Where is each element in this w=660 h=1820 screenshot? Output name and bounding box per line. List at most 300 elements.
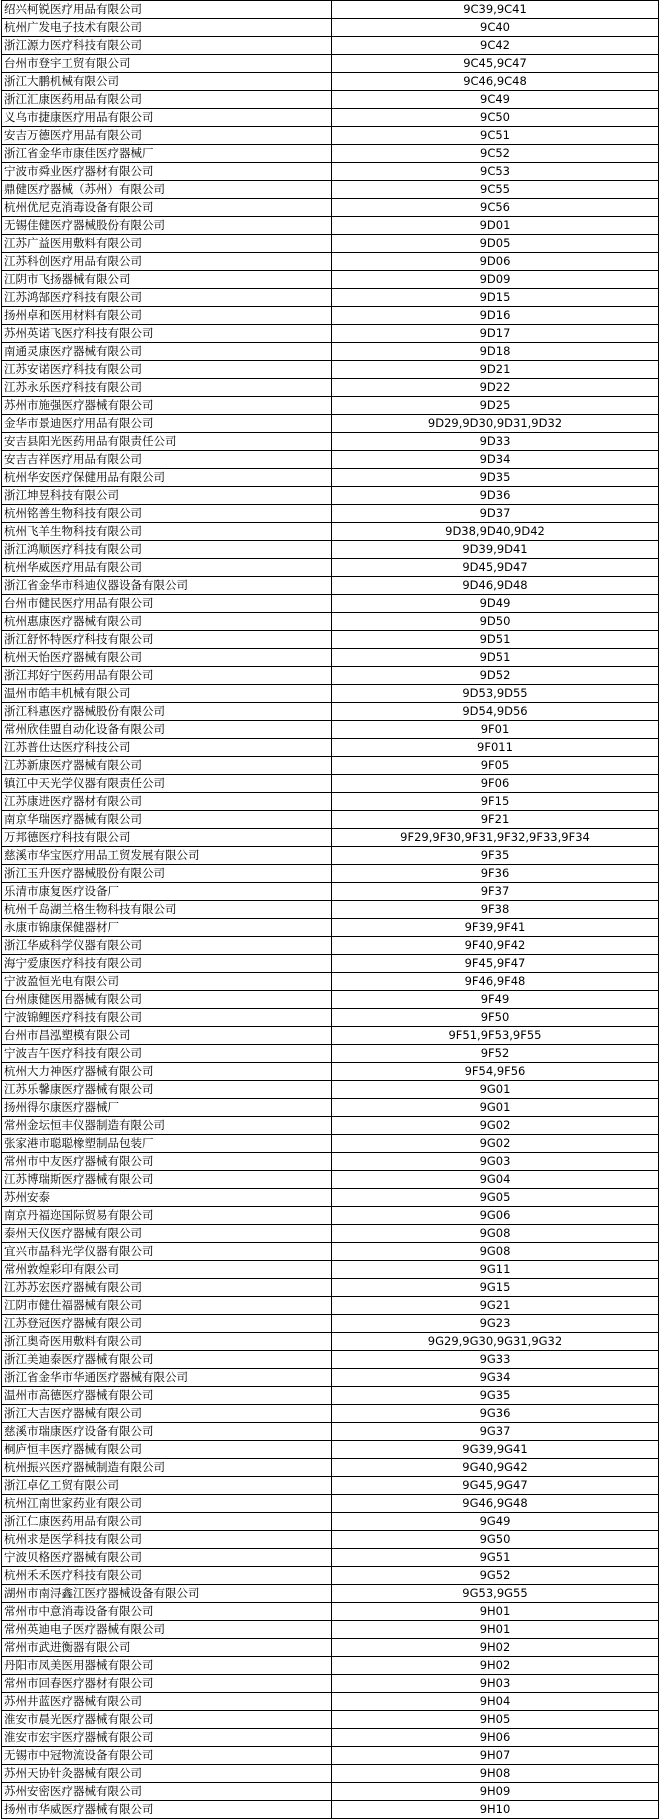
company-name-cell: 无锡佳健医疗器械股份有限公司: [2, 217, 332, 235]
booth-number-cell: 9C46,9C48: [332, 73, 659, 91]
table-row: [2, 307, 659, 325]
table-row: [2, 811, 659, 829]
booth-number-cell: 9D37: [332, 505, 659, 523]
table-row: [2, 145, 659, 163]
company-name-cell: 扬州卓和医用材料有限公司: [2, 307, 332, 325]
table-row: [2, 181, 659, 199]
company-name-cell: 杭州广发电子技术有限公司: [2, 19, 332, 37]
company-name-cell: 杭州千岛湖兰格生物科技有限公司: [2, 901, 332, 919]
table-row: [2, 1063, 659, 1081]
table-row: [2, 829, 659, 847]
table-row: [2, 1801, 659, 1819]
booth-number-cell: 9C55: [332, 181, 659, 199]
company-name-cell: 浙江坤昱科技有限公司: [2, 487, 332, 505]
table-row: [2, 955, 659, 973]
booth-number-cell: 9D21: [332, 361, 659, 379]
booth-number-cell: 9G37: [332, 1423, 659, 1441]
table-row: [2, 973, 659, 991]
booth-number-cell: 9F06: [332, 775, 659, 793]
booth-number-cell: 9D01: [332, 217, 659, 235]
company-name-cell: 杭州大力神医疗器械有限公司: [2, 1063, 332, 1081]
table-row: [2, 595, 659, 613]
company-name-cell: 温州市高德医疗器械有限公司: [2, 1387, 332, 1405]
table-row: [2, 541, 659, 559]
company-name-cell: 淮安市宏宇医疗器械有限公司: [2, 1729, 332, 1747]
booth-number-cell: 9F36: [332, 865, 659, 883]
table-row: [2, 1729, 659, 1747]
table-row: [2, 1207, 659, 1225]
booth-number-cell: 9G03: [332, 1153, 659, 1171]
exhibitor-table-body: [2, 1, 659, 1819]
booth-number-cell: 9G53,9G55: [332, 1585, 659, 1603]
table-row: [2, 19, 659, 37]
company-name-cell: 江苏鸿郜医疗科技有限公司: [2, 289, 332, 307]
booth-number-cell: 9D46,9D48: [332, 577, 659, 595]
table-row: [2, 1351, 659, 1369]
company-name-cell: 扬州市华威医疗器械有限公司: [2, 1801, 332, 1819]
table-row: [2, 1675, 659, 1693]
company-name-cell: 常州市中友医疗器械有限公司: [2, 1153, 332, 1171]
booth-number-cell: 9G05: [332, 1189, 659, 1207]
table-row: [2, 1027, 659, 1045]
booth-number-cell: 9D16: [332, 307, 659, 325]
booth-number-cell: 9F49: [332, 991, 659, 1009]
table-row: [2, 865, 659, 883]
booth-number-cell: 9F05: [332, 757, 659, 775]
exhibitor-table: [1, 0, 659, 1819]
table-row: [2, 1747, 659, 1765]
table-row: [2, 523, 659, 541]
company-name-cell: 杭州华安医疗保健用品有限公司: [2, 469, 332, 487]
company-name-cell: 江苏科创医疗用品有限公司: [2, 253, 332, 271]
booth-number-cell: 9D05: [332, 235, 659, 253]
company-name-cell: 浙江源力医疗科技有限公司: [2, 37, 332, 55]
booth-number-cell: 9C53: [332, 163, 659, 181]
table-row: [2, 487, 659, 505]
booth-number-cell: 9C39,9C41: [332, 1, 659, 19]
booth-number-cell: 9G51: [332, 1549, 659, 1567]
table-row: [2, 1189, 659, 1207]
company-name-cell: 江苏登冠医疗器械有限公司: [2, 1315, 332, 1333]
booth-number-cell: 9G36: [332, 1405, 659, 1423]
table-row: [2, 901, 659, 919]
table-row: [2, 235, 659, 253]
table-row: [2, 1261, 659, 1279]
table-row: [2, 1153, 659, 1171]
company-name-cell: 杭州优尼克消毒设备有限公司: [2, 199, 332, 217]
company-name-cell: 江苏永乐医疗科技有限公司: [2, 379, 332, 397]
table-row: [2, 1567, 659, 1585]
company-name-cell: 苏州天协针灸器械有限公司: [2, 1765, 332, 1783]
company-name-cell: 江苏普仕达医疗科技公司: [2, 739, 332, 757]
table-row: [2, 883, 659, 901]
table-row: [2, 757, 659, 775]
company-name-cell: 常州市武进衡器有限公司: [2, 1639, 332, 1657]
booth-number-cell: 9F01: [332, 721, 659, 739]
company-name-cell: 金华市景迪医疗用品有限公司: [2, 415, 332, 433]
company-name-cell: 南京丹福迩国际贸易有限公司: [2, 1207, 332, 1225]
company-name-cell: 杭州华威医疗用品有限公司: [2, 559, 332, 577]
booth-number-cell: 9H05: [332, 1711, 659, 1729]
table-row: [2, 1441, 659, 1459]
booth-number-cell: 9G35: [332, 1387, 659, 1405]
booth-number-cell: 9D39,9D41: [332, 541, 659, 559]
table-row: [2, 1711, 659, 1729]
booth-number-cell: 9G08: [332, 1225, 659, 1243]
company-name-cell: 万邦德医疗科技有限公司: [2, 829, 332, 847]
table-row: [2, 415, 659, 433]
table-row: [2, 775, 659, 793]
company-name-cell: 浙江美迪泰医疗器械有限公司: [2, 1351, 332, 1369]
table-row: [2, 937, 659, 955]
table-row: [2, 433, 659, 451]
booth-number-cell: 9G39,9G41: [332, 1441, 659, 1459]
table-row: [2, 1171, 659, 1189]
table-row: [2, 1099, 659, 1117]
company-name-cell: 江苏苏宏医疗器械有限公司: [2, 1279, 332, 1297]
company-name-cell: 浙江科惠医疗器械股份有限公司: [2, 703, 332, 721]
company-name-cell: 浙江省金华市科迪仪器设备有限公司: [2, 577, 332, 595]
booth-number-cell: 9F37: [332, 883, 659, 901]
booth-number-cell: 9G45,9G47: [332, 1477, 659, 1495]
company-name-cell: 扬州得尔康医疗器械厂: [2, 1099, 332, 1117]
booth-number-cell: 9G52: [332, 1567, 659, 1585]
table-row: [2, 1783, 659, 1801]
table-row: [2, 577, 659, 595]
booth-number-cell: 9G01: [332, 1081, 659, 1099]
table-row: [2, 1297, 659, 1315]
company-name-cell: 台州市健民医疗用品有限公司: [2, 595, 332, 613]
booth-number-cell: 9D49: [332, 595, 659, 613]
table-row: [2, 559, 659, 577]
company-name-cell: 鼎健医疗器械（苏州）有限公司: [2, 181, 332, 199]
booth-number-cell: 9F21: [332, 811, 659, 829]
booth-number-cell: 9D35: [332, 469, 659, 487]
booth-number-cell: 9H10: [332, 1801, 659, 1819]
table-row: [2, 1405, 659, 1423]
table-row: [2, 1459, 659, 1477]
company-name-cell: 南京华瑞医疗器械有限公司: [2, 811, 332, 829]
table-row: [2, 325, 659, 343]
company-name-cell: 常州英迪电子医疗器械有限公司: [2, 1621, 332, 1639]
table-row: [2, 343, 659, 361]
booth-number-cell: 9G02: [332, 1117, 659, 1135]
booth-number-cell: 9G06: [332, 1207, 659, 1225]
company-name-cell: 杭州江南世家药业有限公司: [2, 1495, 332, 1513]
booth-number-cell: 9D33: [332, 433, 659, 451]
table-row: [2, 1477, 659, 1495]
table-row: [2, 1495, 659, 1513]
booth-number-cell: 9G33: [332, 1351, 659, 1369]
company-name-cell: 杭州求是医学科技有限公司: [2, 1531, 332, 1549]
booth-number-cell: 9F45,9F47: [332, 955, 659, 973]
table-row: [2, 1513, 659, 1531]
booth-number-cell: 9G04: [332, 1171, 659, 1189]
company-name-cell: 安吉县阳光医药用品有限责任公司: [2, 433, 332, 451]
booth-number-cell: 9D50: [332, 613, 659, 631]
table-row: [2, 55, 659, 73]
booth-number-cell: 9D09: [332, 271, 659, 289]
booth-number-cell: 9G08: [332, 1243, 659, 1261]
table-row: [2, 1279, 659, 1297]
table-row: [2, 1423, 659, 1441]
company-name-cell: 常州欣佳盟自动化设备有限公司: [2, 721, 332, 739]
company-name-cell: 杭州天怡医疗器械有限公司: [2, 649, 332, 667]
booth-number-cell: 9F50: [332, 1009, 659, 1027]
company-name-cell: 浙江鸿顺医疗科技有限公司: [2, 541, 332, 559]
booth-number-cell: 9F40,9F42: [332, 937, 659, 955]
company-name-cell: 绍兴柯锐医疗用品有限公司: [2, 1, 332, 19]
booth-number-cell: 9C40: [332, 19, 659, 37]
booth-number-cell: 9D15: [332, 289, 659, 307]
company-name-cell: 宁波锦鲤医疗科技有限公司: [2, 1009, 332, 1027]
booth-number-cell: 9H02: [332, 1657, 659, 1675]
table-row: [2, 919, 659, 937]
company-name-cell: 江苏广益医用敷料有限公司: [2, 235, 332, 253]
table-row: [2, 1009, 659, 1027]
company-name-cell: 江苏乐馨康医疗器械有限公司: [2, 1081, 332, 1099]
table-row: [2, 1135, 659, 1153]
table-row: [2, 847, 659, 865]
company-name-cell: 台州市登宇工贸有限公司: [2, 55, 332, 73]
company-name-cell: 慈溪市瑞康医疗设备有限公司: [2, 1423, 332, 1441]
company-name-cell: 宁波吉午医疗科技有限公司: [2, 1045, 332, 1063]
table-row: [2, 1369, 659, 1387]
company-name-cell: 淮安市晨光医疗器械有限公司: [2, 1711, 332, 1729]
table-row: [2, 1117, 659, 1135]
table-row: [2, 703, 659, 721]
booth-number-cell: 9G01: [332, 1099, 659, 1117]
table-row: [2, 379, 659, 397]
company-name-cell: 杭州铭善生物科技有限公司: [2, 505, 332, 523]
booth-number-cell: 9C49: [332, 91, 659, 109]
table-row: [2, 163, 659, 181]
table-row: [2, 1045, 659, 1063]
company-name-cell: 台州市昌泓塑模有限公司: [2, 1027, 332, 1045]
table-row: [2, 1, 659, 19]
company-name-cell: 台州康健医用器械有限公司: [2, 991, 332, 1009]
table-row: [2, 1549, 659, 1567]
company-name-cell: 苏州安密医疗器械有限公司: [2, 1783, 332, 1801]
table-row: [2, 361, 659, 379]
table-row: [2, 1333, 659, 1351]
table-row: [2, 217, 659, 235]
company-name-cell: 浙江大鹏机械有限公司: [2, 73, 332, 91]
company-name-cell: 义乌市捷康医疗用品有限公司: [2, 109, 332, 127]
booth-number-cell: 9D51: [332, 631, 659, 649]
booth-number-cell: 9H02: [332, 1639, 659, 1657]
table-row: [2, 127, 659, 145]
booth-number-cell: 9H01: [332, 1621, 659, 1639]
table-row: [2, 1531, 659, 1549]
booth-number-cell: 9G11: [332, 1261, 659, 1279]
table-row: [2, 451, 659, 469]
booth-number-cell: 9G34: [332, 1369, 659, 1387]
company-name-cell: 镇江中天光学仪器有限责任公司: [2, 775, 332, 793]
company-name-cell: 江苏新康医疗器械有限公司: [2, 757, 332, 775]
table-row: [2, 37, 659, 55]
table-row: [2, 1225, 659, 1243]
table-row: [2, 1657, 659, 1675]
table-row: [2, 253, 659, 271]
company-name-cell: 江苏康进医疗器材有限公司: [2, 793, 332, 811]
table-row: [2, 73, 659, 91]
booth-number-cell: 9D45,9D47: [332, 559, 659, 577]
table-row: [2, 505, 659, 523]
booth-number-cell: 9D51: [332, 649, 659, 667]
booth-number-cell: 9D36: [332, 487, 659, 505]
booth-number-cell: 9G29,9G30,9G31,9G32: [332, 1333, 659, 1351]
booth-number-cell: 9G49: [332, 1513, 659, 1531]
company-name-cell: 宁波盈恒光电有限公司: [2, 973, 332, 991]
company-name-cell: 杭州飞羊生物科技有限公司: [2, 523, 332, 541]
company-name-cell: 江苏安诺医疗科技有限公司: [2, 361, 332, 379]
company-name-cell: 慈溪市华宝医疗用品工贸发展有限公司: [2, 847, 332, 865]
booth-number-cell: 9H07: [332, 1747, 659, 1765]
company-name-cell: 浙江仁康医药用品有限公司: [2, 1513, 332, 1531]
table-row: [2, 289, 659, 307]
table-row: [2, 397, 659, 415]
company-name-cell: 江阴市健仕福器械有限公司: [2, 1297, 332, 1315]
company-name-cell: 丹阳市凤美医用器械有限公司: [2, 1657, 332, 1675]
company-name-cell: 泰州天仪医疗器械有限公司: [2, 1225, 332, 1243]
table-row: [2, 1387, 659, 1405]
booth-number-cell: 9D25: [332, 397, 659, 415]
booth-number-cell: 9G46,9G48: [332, 1495, 659, 1513]
company-name-cell: 湖州市南浔鑫江医疗器械设备有限公司: [2, 1585, 332, 1603]
booth-number-cell: 9D54,9D56: [332, 703, 659, 721]
booth-number-cell: 9C42: [332, 37, 659, 55]
company-name-cell: 苏州安泰: [2, 1189, 332, 1207]
company-name-cell: 南通灵康医疗器械有限公司: [2, 343, 332, 361]
booth-number-cell: 9C51: [332, 127, 659, 145]
booth-number-cell: 9G02: [332, 1135, 659, 1153]
table-row: [2, 631, 659, 649]
company-name-cell: 永康市锦康保健器材厂: [2, 919, 332, 937]
booth-number-cell: 9F39,9F41: [332, 919, 659, 937]
company-name-cell: 浙江华威科学仪器有限公司: [2, 937, 332, 955]
company-name-cell: 桐庐恒丰医疗器械有限公司: [2, 1441, 332, 1459]
table-row: [2, 685, 659, 703]
booth-number-cell: 9F52: [332, 1045, 659, 1063]
company-name-cell: 浙江省金华市华通医疗器械有限公司: [2, 1369, 332, 1387]
table-row: [2, 613, 659, 631]
booth-number-cell: 9D18: [332, 343, 659, 361]
table-row: [2, 1639, 659, 1657]
company-name-cell: 安吉万德医疗用品有限公司: [2, 127, 332, 145]
booth-number-cell: 9F38: [332, 901, 659, 919]
table-row: [2, 1603, 659, 1621]
company-name-cell: 浙江舒怀特医疗科技有限公司: [2, 631, 332, 649]
company-name-cell: 杭州惠康医疗器械有限公司: [2, 613, 332, 631]
company-name-cell: 苏州英诺飞医疗科技有限公司: [2, 325, 332, 343]
company-name-cell: 浙江大吉医疗器械有限公司: [2, 1405, 332, 1423]
company-name-cell: 海宁爱康医疗科技有限公司: [2, 955, 332, 973]
company-name-cell: 温州市皓丰机械有限公司: [2, 685, 332, 703]
company-name-cell: 宜兴市晶科光学仪器有限公司: [2, 1243, 332, 1261]
booth-number-cell: 9G21: [332, 1297, 659, 1315]
company-name-cell: 苏州市施强医疗器械有限公司: [2, 397, 332, 415]
booth-number-cell: 9F15: [332, 793, 659, 811]
booth-number-cell: 9C56: [332, 199, 659, 217]
table-row: [2, 667, 659, 685]
booth-number-cell: 9C45,9C47: [332, 55, 659, 73]
table-row: [2, 1621, 659, 1639]
company-name-cell: 杭州振兴医疗器械制造有限公司: [2, 1459, 332, 1477]
table-row: [2, 109, 659, 127]
company-name-cell: 浙江玉升医疗器械股份有限公司: [2, 865, 332, 883]
booth-number-cell: 9H04: [332, 1693, 659, 1711]
booth-number-cell: 9C50: [332, 109, 659, 127]
company-name-cell: 无锡市中冠物流设备有限公司: [2, 1747, 332, 1765]
company-name-cell: 常州金坛恒丰仪器制造有限公司: [2, 1117, 332, 1135]
booth-number-cell: 9H01: [332, 1603, 659, 1621]
booth-number-cell: 9F54,9F56: [332, 1063, 659, 1081]
company-name-cell: 常州敦煌彩印有限公司: [2, 1261, 332, 1279]
booth-number-cell: 9F011: [332, 739, 659, 757]
table-row: [2, 1243, 659, 1261]
booth-number-cell: 9D17: [332, 325, 659, 343]
booth-number-cell: 9D53,9D55: [332, 685, 659, 703]
company-name-cell: 乐清市康复医疗设备厂: [2, 883, 332, 901]
booth-number-cell: 9F35: [332, 847, 659, 865]
table-row: [2, 271, 659, 289]
table-row: [2, 1585, 659, 1603]
company-name-cell: 宁波贝格医疗器械有限公司: [2, 1549, 332, 1567]
booth-number-cell: 9H03: [332, 1675, 659, 1693]
table-row: [2, 721, 659, 739]
table-row: [2, 793, 659, 811]
company-name-cell: 安吉吉祥医疗用品有限公司: [2, 451, 332, 469]
table-row: [2, 1693, 659, 1711]
booth-number-cell: 9G15: [332, 1279, 659, 1297]
table-row: [2, 199, 659, 217]
booth-number-cell: 9H08: [332, 1765, 659, 1783]
company-name-cell: 江阴市飞扬器械有限公司: [2, 271, 332, 289]
company-name-cell: 浙江卓亿工贸有限公司: [2, 1477, 332, 1495]
booth-number-cell: 9F51,9F53,9F55: [332, 1027, 659, 1045]
company-name-cell: 浙江邦好宁医药用品有限公司: [2, 667, 332, 685]
table-row: [2, 1081, 659, 1099]
booth-number-cell: 9G40,9G42: [332, 1459, 659, 1477]
booth-number-cell: 9H06: [332, 1729, 659, 1747]
company-name-cell: 张家港市聪聪橡塑制品包装厂: [2, 1135, 332, 1153]
booth-number-cell: 9D22: [332, 379, 659, 397]
booth-number-cell: 9F46,9F48: [332, 973, 659, 991]
booth-number-cell: 9D29,9D30,9D31,9D32: [332, 415, 659, 433]
booth-number-cell: 9D34: [332, 451, 659, 469]
booth-number-cell: 9G23: [332, 1315, 659, 1333]
booth-number-cell: 9D52: [332, 667, 659, 685]
booth-number-cell: 9D38,9D40,9D42: [332, 523, 659, 541]
booth-number-cell: 9C52: [332, 145, 659, 163]
table-row: [2, 649, 659, 667]
table-row: [2, 991, 659, 1009]
booth-number-cell: 9H09: [332, 1783, 659, 1801]
company-name-cell: 宁波市舜业医疗器材有限公司: [2, 163, 332, 181]
table-row: [2, 739, 659, 757]
booth-number-cell: 9F29,9F30,9F31,9F32,9F33,9F34: [332, 829, 659, 847]
company-name-cell: 浙江省金华市康佳医疗器械厂: [2, 145, 332, 163]
booth-number-cell: 9D06: [332, 253, 659, 271]
company-name-cell: 常州市中意消毒设备有限公司: [2, 1603, 332, 1621]
company-name-cell: 江苏博瑞斯医疗器械有限公司: [2, 1171, 332, 1189]
company-name-cell: 常州市回春医疗器材有限公司: [2, 1675, 332, 1693]
booth-number-cell: 9G50: [332, 1531, 659, 1549]
table-row: [2, 1765, 659, 1783]
table-row: [2, 469, 659, 487]
company-name-cell: 苏州井蓝医疗器械有限公司: [2, 1693, 332, 1711]
